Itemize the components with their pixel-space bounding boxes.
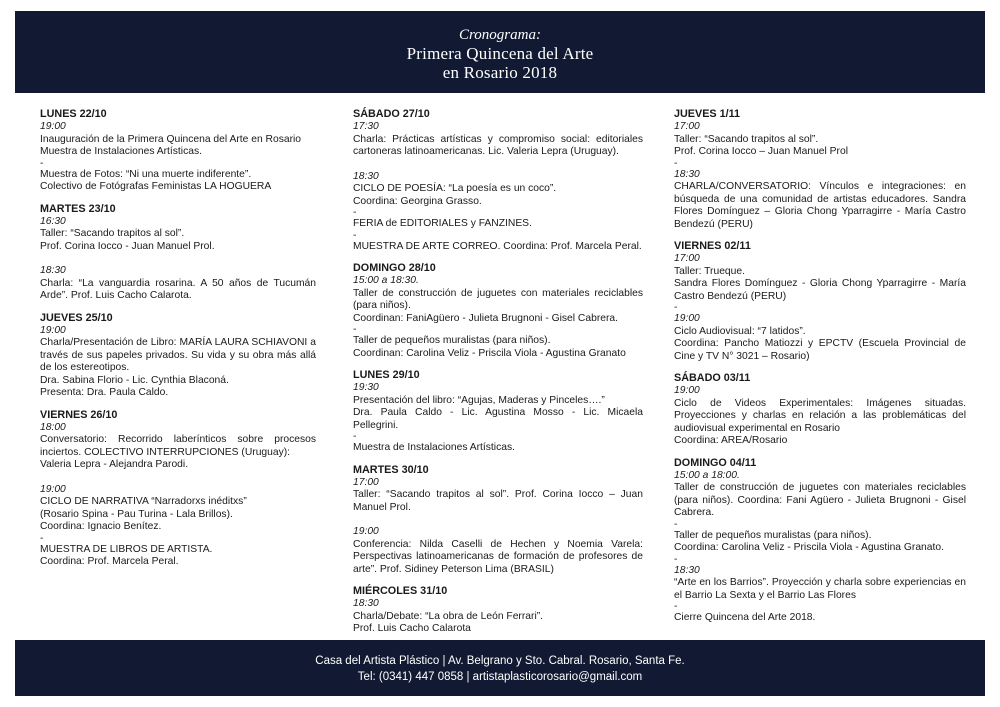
day-title: DOMINGO 04/11	[674, 456, 757, 469]
event-text: CHARLA/CONVERSATORIO: Vínculos e integraciones: en búsqueda de una comunidad de artistas educadores. Sandra Flores Domínguez – Gloria Chong Yparragirre - María Castro Bendezú (PERU)	[674, 181, 966, 230]
schedule-day	[353, 262, 643, 360]
dash-separator: -	[353, 229, 357, 241]
day-title: MARTES 23/10	[40, 202, 116, 215]
event-text: Dra. Sabina Florio - Lic. Cynthia Blaconá.	[40, 374, 229, 386]
schedule-day	[40, 108, 316, 194]
spacer	[353, 159, 643, 171]
event-text: Coordina: AREA/Rosario	[674, 435, 788, 446]
day-title: LUNES 29/10	[353, 369, 420, 381]
schedule-column-1	[40, 108, 316, 578]
dash-separator: -	[40, 157, 44, 169]
event-time: 19:00	[40, 121, 66, 132]
event-time: 17:30	[353, 121, 379, 132]
event-text: Coordina: Pancho Matiozzi y EPCTV (Escuela Provincial de Cine y TV N° 3021 – Rosario)	[674, 338, 966, 362]
dash-separator: -	[674, 157, 678, 169]
event-text: Coordinan: FaniAgüero - Julieta Brugnoni - Gisel Cabrera.	[353, 312, 618, 324]
footer-banner	[15, 640, 985, 696]
event-time: 18:30	[674, 168, 700, 180]
dash-separator: -	[353, 431, 357, 442]
schedule-column-2	[353, 108, 643, 645]
event-text: Conversatorio: Recorrido laberínticos sobre procesos inciertos. COLECTIVO INTERRUPCIONES (Uruguay):	[40, 434, 316, 458]
spacer	[40, 472, 316, 484]
event-text: Muestra de Instalaciones Artísticas.	[40, 146, 202, 157]
event-text: Taller: Trueque.	[674, 265, 745, 277]
header-subtitle: Cronograma:	[459, 27, 541, 43]
spacer	[40, 253, 316, 265]
event-time: 19:00	[674, 385, 700, 396]
spacer	[353, 514, 643, 526]
event-text: Muestra de Fotos: “Ni una muerte indiferente”.	[40, 168, 252, 180]
event-text: (Rosario Spina - Pau Turina - Lala Brillos).	[40, 508, 233, 520]
dash-separator: -	[674, 518, 678, 530]
event-text: Cierre Quincena del Arte 2018.	[674, 612, 816, 623]
dash-separator: -	[674, 302, 678, 313]
event-time: 18:30	[353, 598, 379, 609]
event-text: Ciclo Audiovisual: “7 latidos”.	[674, 325, 806, 337]
day-title: JUEVES 25/10	[40, 311, 113, 324]
schedule-day	[353, 464, 643, 577]
day-title: VIERNES 26/10	[40, 408, 118, 421]
event-time: 18:00	[40, 421, 66, 433]
dash-separator: -	[674, 601, 678, 612]
event-text: Coordina: Prof. Marcela Peral.	[40, 556, 179, 567]
day-title: JUEVES 1/11	[674, 108, 741, 120]
event-text: Prof. Luis Cacho Calarota	[353, 623, 471, 634]
event-text: CICLO DE POESÍA: “La poesía es un coco”.	[353, 183, 557, 194]
event-text: Taller de pequeños muralistas (para niños).	[353, 335, 551, 346]
event-text: Inauguración de la Primera Quincena del Arte en Rosario	[40, 133, 302, 145]
event-text: Coordinan: Carolina Veliz - Priscila Viola - Agustina Granato	[353, 347, 626, 359]
header-banner	[15, 11, 985, 93]
event-text: Valeria Lepra - Alejandra Parodi.	[40, 459, 189, 470]
event-text: Prof. Corina Iocco - Juan Manuel Prol.	[40, 240, 215, 252]
schedule-day	[674, 372, 966, 448]
dash-separator: -	[40, 532, 44, 544]
schedule-day	[674, 108, 966, 231]
event-text: Taller de construcción de juguetes con materiales reciclables (para niños). Coordina: Fani Agüero - Julieta Brugnoni - Gisel Cabrera.	[674, 482, 966, 518]
event-text: Coordina: Carolina Veliz - Priscila Viola - Agustina Granato.	[674, 542, 944, 553]
schedule-day	[353, 369, 643, 455]
day-title: VIERNES 02/11	[674, 240, 751, 252]
event-time: 17:00	[674, 121, 700, 132]
event-text: Taller de construcción de juguetes con materiales reciclables (para niños).	[353, 287, 643, 311]
event-time: 18:30	[40, 265, 66, 276]
event-time: 16:30	[40, 215, 66, 227]
event-text: Presenta: Dra. Paula Caldo.	[40, 387, 169, 398]
event-text: Charla/Presentación de Libro: MARÍA LAURA SCHIAVONI a través de sus papeles privados. Su vida y su obra más allá de los estereotipos.	[40, 337, 316, 373]
event-text: MUESTRA DE ARTE CORREO. Coordina: Prof. Marcela Peral.	[353, 240, 642, 252]
event-time: 19:00	[674, 313, 700, 324]
event-time: 19:30	[353, 382, 379, 393]
schedule-day	[40, 312, 316, 400]
schedule-columns	[40, 108, 966, 634]
event-text: Taller: “Sacando trapitos al sol”.	[40, 228, 185, 239]
event-text: Ciclo de Videos Experimentales: Imágenes situadas. Proyecciones y charlas en relación a las problemáticas del audiovisual experimental en Rosario	[674, 397, 966, 434]
schedule-day	[40, 409, 316, 569]
event-text: Charla/Debate: “La obra de León Ferrari”.	[353, 610, 544, 622]
event-text: Sandra Flores Domínguez - Gloria Chong Yparragirre - María Castro Bendezú (PERU)	[674, 278, 966, 302]
schedule-day	[353, 108, 643, 253]
schedule-day	[674, 240, 966, 363]
event-text: Coordina: Georgina Grasso.	[353, 195, 482, 207]
dash-separator: -	[674, 553, 678, 565]
event-time: 15:00 a 18:00.	[674, 469, 740, 481]
event-text: Charla: Prácticas artísticas y compromiso social: editoriales cartoneras latinoamericanas. Lic. Valeria Lepra (Uruguay).	[353, 133, 643, 157]
schedule-day	[353, 585, 643, 636]
dash-separator: -	[353, 324, 357, 335]
event-time: 18:30	[674, 564, 700, 576]
day-title: LUNES 22/10	[40, 108, 107, 120]
schedule-column-3	[674, 108, 966, 634]
event-time: 18:30	[353, 170, 379, 182]
schedule-day	[40, 203, 316, 303]
event-text: “Arte en los Barrios”. Proyección y charla sobre experiencias en el Barrio La Sexta y el Barrio Las Flores	[674, 577, 966, 601]
event-text: Coordina: Ignacio Benítez.	[40, 521, 162, 532]
event-text: Presentación del libro: “Agujas, Maderas y Pinceles….”	[353, 394, 605, 406]
event-text: Prof. Corina Iocco – Juan Manuel Prol	[674, 146, 848, 157]
event-text: Taller de pequeños muralistas (para niños).	[674, 529, 872, 541]
event-text: MUESTRA DE LIBROS DE ARTISTA.	[40, 543, 213, 555]
event-time: 19:00	[40, 324, 66, 336]
header-title-line-2: en Rosario 2018	[442, 63, 558, 82]
event-time: 19:00	[353, 526, 379, 537]
event-text: Dra. Paula Caldo - Lic. Agustina Mosso - Lic. Micaela Pellegrini.	[353, 407, 643, 431]
event-time: 15:00 a 18:30.	[353, 275, 419, 286]
event-time: 17:00	[353, 476, 379, 488]
event-text: Muestra de Instalaciones Artísticas.	[353, 442, 515, 453]
event-text: Taller: “Sacando trapitos al sol”.	[674, 133, 819, 145]
footer-address: Casa del Artista Plástico | Av. Belgrano y Sto. Cabral. Rosario, Santa Fe.	[315, 655, 685, 667]
day-title: DOMINGO 28/10	[353, 262, 436, 274]
day-title: SÁBADO 27/10	[353, 108, 430, 120]
header-title-line-1: Primera Quincena del Arte	[406, 44, 594, 63]
event-time: 19:00	[40, 483, 66, 495]
schedule-day	[674, 457, 966, 625]
day-title: MARTES 30/10	[353, 463, 429, 476]
event-text: FERIA de EDITORIALES y FANZINES.	[353, 218, 532, 229]
dash-separator: -	[353, 207, 357, 218]
day-title: MIÉRCOLES 31/10	[353, 585, 448, 597]
event-text: Conferencia: Nilda Caselli de Hechen y Noemia Varela: Perspectivas latinoamericanas de formación de profesores de arte”. Prof. Sidiney Peterson Lima (BRASIL)	[353, 538, 643, 575]
event-text: Taller: “Sacando trapitos al sol”. Prof. Corina Iocco – Juan Manuel Prol.	[353, 489, 643, 513]
event-time: 17:00	[674, 253, 700, 264]
footer-contact: Tel: (0341) 447 0858 | artistaplasticorosario@gmail.com	[357, 671, 643, 683]
day-title: SÁBADO 03/11	[674, 372, 751, 384]
event-text: CICLO DE NARRATIVA “Narradorxs inéditxs”	[40, 496, 247, 507]
event-text: Colectivo de Fotógrafas Feministas LA HOGUERA	[40, 181, 272, 192]
event-text: Charla: “La vanguardia rosarina. A 50 años de Tucumán Arde”. Prof. Luis Cacho Calarota.	[40, 277, 316, 301]
